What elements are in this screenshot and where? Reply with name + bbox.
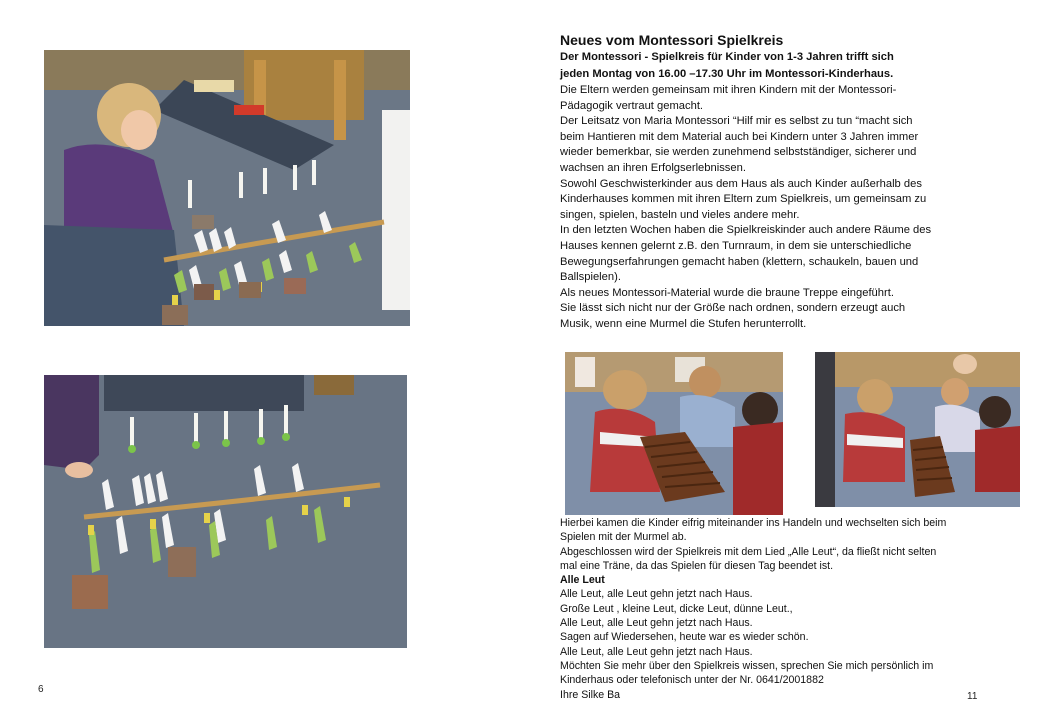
number-chain-photo — [44, 375, 407, 648]
children-brown-stairs-photo-1 — [565, 352, 783, 515]
lead-line: jeden Montag von 16.00 –17.30 Uhr im Montessori-Kinderhaus. — [560, 68, 894, 80]
body-line: Sie lässt sich nicht nur der Größe nach ordnen, sondern erzeugt auch — [560, 302, 906, 315]
page-number-left: 6 — [38, 684, 44, 695]
body-line: beim Hantieren mit dem Material auch bei Kindern unter 3 Jahren immer — [560, 130, 919, 143]
children-chain-photo — [44, 50, 410, 326]
signature: Ihre Silke Ba — [560, 688, 621, 701]
body-line: Bewegungserfahrungen gemacht haben (klettern, schaukeln, bauen und — [560, 255, 919, 268]
song-line: Alle Leut, alle Leut gehn jetzt nach Haus. — [560, 645, 753, 658]
body-line: Hauses kennen gelernt z.B. den Turnraum, in dem sie unterschiedliche — [560, 239, 912, 252]
lower-line: Hierbei kamen die Kinder eifrig miteinander ins Handeln und wechselten sich beim — [560, 517, 947, 529]
lead-line: Der Montessori - Spielkreis für Kinder von 1-3 Jahren trifft sich — [560, 51, 894, 63]
lower-line: mal eine Träne, da das Spielen für diesen Tag beendet ist. — [560, 559, 834, 572]
body-line: In den letzten Wochen haben die Spielkreiskinder auch andere Räume des — [560, 224, 932, 237]
song-title: Alle Leut — [560, 574, 605, 587]
page-number-right: 11 — [967, 691, 978, 702]
body-line: wieder bemerkbar, sie werden zunehmend selbstständiger, sicherer und — [560, 146, 917, 159]
body-line: Als neues Montessori-Material wurde die braune Treppe eingeführt. — [560, 286, 894, 299]
body-line: Sowohl Geschwisterkinder aus dem Haus als auch Kinder außerhalb des — [560, 177, 922, 190]
right-page — [520, 0, 1040, 720]
body-line: Der Leitsatz von Maria Montessori “Hilf mir es selbst zu tun “macht sich — [560, 115, 913, 128]
article-body — [560, 83, 1005, 333]
body-line: Die Eltern werden gemeinsam mit ihren Kindern mit der Montessori- — [560, 84, 897, 96]
contact-line: Möchten Sie mehr über den Spielkreis wissen, sprechen Sie mich persönlich im — [560, 659, 934, 672]
body-line: Kinderhauses kommen mit ihren Eltern zum Spielkreis, um gemeinsam zu — [560, 193, 927, 206]
song-line: Sagen auf Wiedersehen, heute war es wieder schön. — [560, 631, 809, 644]
body-line: Ballspielen). — [560, 271, 621, 284]
song-line: Große Leut , kleine Leut, dicke Leut, dünne Leut., — [560, 602, 793, 615]
lower-line: Abgeschlossen wird der Spielkreis mit dem Lied „Alle Leut“, da fließt nicht selten — [560, 545, 937, 558]
lower-line: Spielen mit der Murmel ab. — [560, 531, 687, 544]
contact-line: Kinderhaus oder telefonisch unter der Nr. 0641/2001882 — [560, 674, 824, 687]
body-line: wachsen an ihren Erfolgserlebnissen. — [560, 161, 746, 174]
children-brown-stairs-photo-2 — [815, 352, 1020, 507]
lower-text — [560, 516, 1005, 702]
body-line: Pädagogik vertraut gemacht. — [560, 99, 704, 112]
article — [560, 32, 1005, 333]
body-line: singen, spielen, basteln und vieles andere mehr. — [560, 208, 800, 221]
song-line: Alle Leut, alle Leut gehn jetzt nach Haus. — [560, 617, 753, 630]
body-line: Musik, wenn eine Murmel die Stufen herunterrollt. — [560, 317, 807, 330]
article-title: Neues vom Montessori Spielkreis — [560, 32, 784, 48]
song-line: Alle Leut, alle Leut gehn jetzt nach Haus. — [560, 588, 753, 601]
